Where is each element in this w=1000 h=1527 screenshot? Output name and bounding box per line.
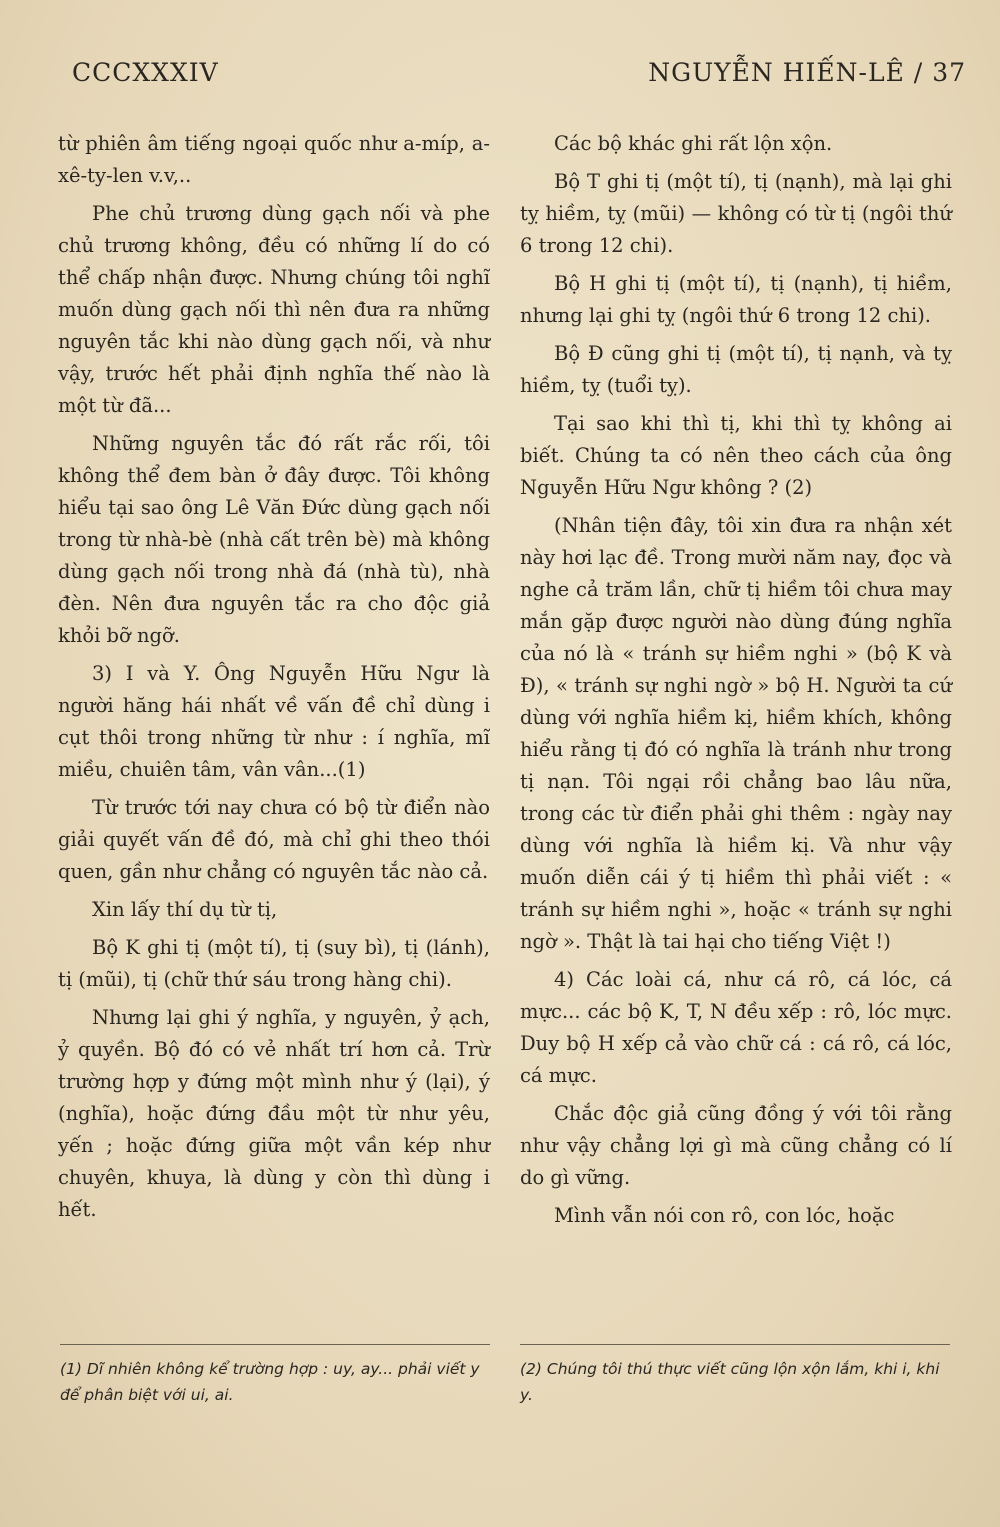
- right-column: [520, 128, 952, 1238]
- paragraph: Chắc độc giả cũng đồng ý với tôi rằng như vậy chẳng lợi gì mà cũng chẳng có lí do gì vững.: [520, 1102, 952, 1189]
- paragraph: Phe chủ trương dùng gạch nối và phe chủ trương không, đều có những lí do có thể chấp nhận được. Nhưng chúng tôi nghĩ muốn dùng gạch nối thì nên đưa ra những nguyên tắc khi nào dùng gạch nối, và như vậy, trước hết phải định nghĩa thế nào là một từ đã...: [58, 202, 490, 417]
- paragraph: Bộ K ghi tị (một tí), tị (suy bì), tị (lánh), tị (mũi), tị (chữ thứ sáu trong hàng chi).: [58, 936, 490, 991]
- paragraph: 4) Các loài cá, như cá rô, cá lóc, cá mực... các bộ K, T, N đều xếp : rô, lóc mực. Duy bộ H xếp cả vào chữ cá : cá rô, cá lóc, cá mực.: [520, 968, 952, 1087]
- footnote-2: (2) Chúng tôi thú thực viết cũng lộn xộn lắm, khi i, khi y.: [520, 1360, 940, 1404]
- paragraph: Xin lấy thí dụ từ tị,: [92, 898, 278, 921]
- paragraph: Nhưng lại ghi ý nghĩa, y nguyên, ỷ ạch, ỷ quyền. Bộ đó có vẻ nhất trí hơn cả. Trừ trường hợp y đứng một mình như ý (lại), ý (nghĩa), hoặc đứng đầu một từ như yêu, yến ; hoặc đứng giữa một vần kép như chuyên, khuya, là dùng y còn thì dùng i hết.: [58, 1006, 490, 1221]
- page-number: 37: [932, 58, 966, 87]
- footnote-divider: [60, 1344, 490, 1345]
- author-name: NGUYỄN HIẾN-LÊ: [648, 58, 905, 87]
- paragraph: Bộ Đ cũng ghi tị (một tí), tị nạnh, và tỵ hiềm, tỵ (tuổi tỵ).: [520, 342, 952, 397]
- paragraph: Bộ T ghi tị (một tí), tị (nạnh), mà lại ghi tỵ hiềm, tỵ (mũi) — không có từ tị (ngôi thứ 6 trong 12 chi).: [520, 170, 952, 257]
- header-separator: /: [913, 58, 924, 87]
- paragraph: Mình vẫn nói con rô, con lóc, hoặc: [554, 1204, 895, 1227]
- footnote-1: (1) Dĩ nhiên không kể trường hợp : uy, ay... phải viết y để phân biệt với ui, ai.: [60, 1360, 480, 1404]
- running-header: [648, 58, 966, 87]
- left-column: [58, 128, 490, 1232]
- paragraph: Bộ H ghi tị (một tí), tị (nạnh), tị hiềm, nhưng lại ghi tỵ (ngôi thứ 6 trong 12 chi).: [520, 272, 952, 327]
- paragraph: Những nguyên tắc đó rất rắc rối, tôi không thể đem bàn ở đây được. Tôi không hiểu tại sao ông Lê Văn Đức dùng gạch nối trong từ nhà-bè (nhà cất trên bè) mà không dùng gạch nối trong nhà đá (nhà tù), nhà đèn. Nên đưa nguyên tắc ra cho độc giả khỏi bỡ ngỡ.: [58, 432, 490, 647]
- paragraph: Từ trước tới nay chưa có bộ từ điển nào giải quyết vấn đề đó, mà chỉ ghi theo thói quen, gần như chẳng có nguyên tắc nào cả.: [58, 796, 490, 883]
- paragraph: Các bộ khác ghi rất lộn xộn.: [554, 132, 833, 155]
- paragraph: (Nhân tiện đây, tôi xin đưa ra nhận xét này hơi lạc đề. Trong mười năm nay, đọc và nghe cả trăm lần, chữ tị hiềm tôi chưa may mắn gặp được người nào dùng đúng nghĩa của nó là « tránh sự hiềm nghi » (bộ K và Đ), « tránh sự nghi ngờ » bộ H. Người ta cứ dùng với nghĩa hiềm kị, hiềm khích, không hiểu rằng tị đó có nghĩa là tránh như trong tị nạn. Tôi ngại rồi chẳng bao lâu nữa, trong các từ điển phải ghi thêm : ngày nay dùng với nghĩa là hiềm kị. Và như vậy muốn diễn cái ý tị hiềm thì phải viết : « tránh sự hiềm nghi », hoặc « tránh sự nghi ngờ ». Thật là tai hại cho tiếng Việt !): [520, 514, 952, 953]
- paragraph: Tại sao khi thì tị, khi thì tỵ không ai biết. Chúng ta có nên theo cách của ông Nguyễn Hữu Ngư không ? (2): [520, 412, 952, 499]
- paragraph: 3) I và Y. Ông Nguyễn Hữu Ngư là người hăng hái nhất về vấn đề chỉ dùng i cụt thôi trong những từ như : í nghĩa, mĩ miều, chuiên tâm, vân vân...(1): [58, 662, 490, 781]
- footnote-divider: [520, 1344, 950, 1345]
- paragraph: từ phiên âm tiếng ngoại quốc như a-míp, a-xê-ty-len v.v,..: [58, 132, 490, 187]
- section-number: CCCXXXIV: [72, 58, 219, 87]
